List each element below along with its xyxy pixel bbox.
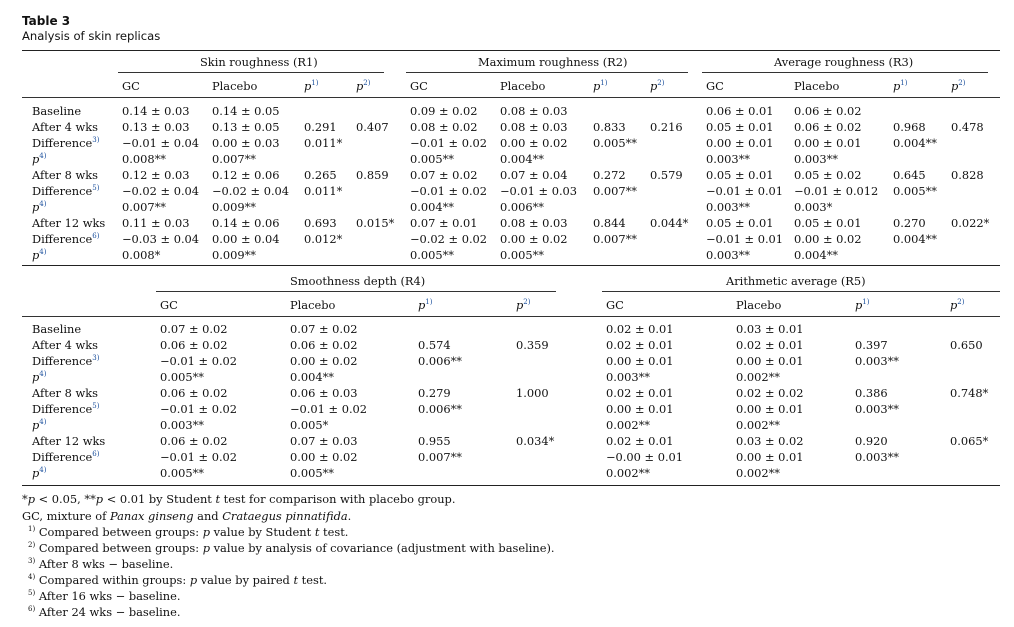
- table-cell: 0.07 ± 0.01: [410, 216, 478, 230]
- table-cell: 0.006**: [418, 402, 462, 416]
- table-cell: 0.08 ± 0.03: [500, 120, 568, 134]
- table-cell: 0.003**: [855, 354, 899, 368]
- table-cell: 0.748*: [950, 386, 989, 400]
- table-cell: 0.05 ± 0.01: [706, 168, 774, 182]
- table-cell: 0.05 ± 0.01: [794, 216, 862, 230]
- table-cell: −0.01 ± 0.02: [160, 354, 238, 368]
- table-cell: 0.005**: [410, 248, 454, 262]
- table-cell: 0.003**: [706, 152, 750, 166]
- table-cell: 0.00 ± 0.01: [606, 402, 674, 416]
- table-cell: −0.01 ± 0.01: [706, 184, 784, 198]
- column-header-p1: $p^{1)}$: [855, 298, 870, 312]
- table-cell: 0.007**: [122, 200, 166, 214]
- table-cell: 0.009**: [212, 200, 256, 214]
- table-cell: 0.008*: [122, 248, 161, 262]
- table-cell: −0.01 ± 0.02: [160, 450, 238, 464]
- table-cell: 0.272: [593, 168, 626, 182]
- table-cell: 0.002**: [736, 418, 780, 432]
- table-cell: 0.645: [893, 168, 926, 182]
- table-cell: 0.003*: [794, 200, 833, 214]
- table-cell: 0.07 ± 0.04: [500, 168, 568, 182]
- row-label: After 12 wks: [32, 434, 106, 448]
- table-cell: 0.216: [650, 120, 683, 134]
- footnote-5: $^{5)}$ After 16 wks − baseline.: [28, 589, 181, 603]
- table-cell: 0.968: [893, 120, 926, 134]
- column-header-placebo: Placebo: [500, 79, 546, 93]
- table-cell: −0.01 ± 0.012: [794, 184, 879, 198]
- column-header-gc: GC: [122, 79, 140, 93]
- column-header-p1: $p^{1)}$: [418, 298, 433, 312]
- table-cell: −0.01 ± 0.02: [160, 402, 238, 416]
- table-cell: 0.02 ± 0.01: [606, 386, 674, 400]
- table-cell: 0.005**: [893, 184, 937, 198]
- table-cell: 0.003**: [855, 450, 899, 464]
- table-cell: 0.03 ± 0.01: [736, 322, 804, 336]
- table-cell: 0.02 ± 0.01: [606, 322, 674, 336]
- table-cell: 0.08 ± 0.03: [500, 104, 568, 118]
- table-cell: 0.002**: [736, 466, 780, 480]
- table-cell: −0.01 ± 0.01: [706, 232, 784, 246]
- table-cell: 0.007**: [418, 450, 462, 464]
- column-header-p2: $p^{2)}$: [650, 79, 665, 93]
- table-cell: 0.06 ± 0.03: [290, 386, 358, 400]
- row-label: Difference$^{5)}$: [32, 184, 100, 198]
- row-label: $p^{4)}$: [32, 248, 47, 262]
- row-label: $p^{4)}$: [32, 152, 47, 166]
- row-label: Difference$^{6)}$: [32, 232, 100, 246]
- group-r2-header: Maximum roughness (R2): [478, 55, 628, 69]
- row-label: Baseline: [32, 104, 82, 118]
- group-r4-header: Smoothness depth (R4): [290, 274, 426, 288]
- column-header-placebo: Placebo: [736, 298, 782, 312]
- table-cell: 0.044*: [650, 216, 689, 230]
- table-cell: −0.01 ± 0.04: [122, 136, 200, 150]
- table-cell: 0.007**: [593, 232, 637, 246]
- column-header-p1: $p^{1)}$: [593, 79, 608, 93]
- table-cell: −0.01 ± 0.02: [410, 184, 488, 198]
- row-label: Difference$^{3)}$: [32, 136, 100, 150]
- table-cell: 0.08 ± 0.03: [500, 216, 568, 230]
- row-label: Difference$^{5)}$: [32, 402, 100, 416]
- table-cell: 0.00 ± 0.01: [736, 354, 804, 368]
- table-cell: 0.06 ± 0.01: [706, 104, 774, 118]
- table-cell: 0.07 ± 0.02: [160, 322, 228, 336]
- row-label: Difference$^{6)}$: [32, 450, 100, 464]
- column-header-p1: $p^{1)}$: [304, 79, 319, 93]
- table-cell: 0.065*: [950, 434, 989, 448]
- footnote-2: $^{2)}$ Compared between groups: p value by analysis of covariance (adjustment with baseline).: [28, 541, 555, 555]
- row-label: After 8 wks: [32, 168, 98, 182]
- table-cell: 0.007**: [593, 184, 637, 198]
- table-cell: 0.009**: [212, 248, 256, 262]
- table-cell: 0.003**: [855, 402, 899, 416]
- table-cell: −0.01 ± 0.03: [500, 184, 578, 198]
- table-cell: 0.05 ± 0.01: [706, 216, 774, 230]
- table-cell: 0.005**: [410, 152, 454, 166]
- table-cell: 0.574: [418, 338, 451, 352]
- table-cell: 0.828: [951, 168, 984, 182]
- table-cell: −0.00 ± 0.01: [606, 450, 684, 464]
- table-cell: 0.06 ± 0.02: [794, 120, 862, 134]
- group-r1-header: Skin roughness (R1): [200, 55, 318, 69]
- table-cell: 0.011*: [304, 136, 343, 150]
- table-cell: 0.00 ± 0.03: [212, 136, 280, 150]
- table-cell: 1.000: [516, 386, 549, 400]
- table-cell: 0.005**: [160, 370, 204, 384]
- table-cell: 0.05 ± 0.02: [794, 168, 862, 182]
- table-cell: 0.920: [855, 434, 888, 448]
- table-cell: 0.693: [304, 216, 337, 230]
- table-cell: 0.265: [304, 168, 337, 182]
- table-cell: 0.291: [304, 120, 337, 134]
- table-cell: 0.833: [593, 120, 626, 134]
- table-cell: 0.011*: [304, 184, 343, 198]
- table-cell: 0.14 ± 0.05: [212, 104, 280, 118]
- table-cell: 0.02 ± 0.01: [606, 338, 674, 352]
- column-header-placebo: Placebo: [212, 79, 258, 93]
- table-cell: −0.02 ± 0.04: [212, 184, 290, 198]
- table-cell: 0.00 ± 0.02: [290, 354, 358, 368]
- table-cell: 0.07 ± 0.02: [290, 322, 358, 336]
- column-header-placebo: Placebo: [794, 79, 840, 93]
- table2-bottom-rule: [22, 485, 1000, 486]
- table-cell: 0.06 ± 0.02: [160, 386, 228, 400]
- table-cell: 0.004**: [410, 200, 454, 214]
- table-cell: 0.14 ± 0.06: [212, 216, 280, 230]
- footnote-6: $^{6)}$ After 24 wks − baseline.: [28, 605, 181, 619]
- column-header-gc: GC: [606, 298, 624, 312]
- table-cell: 0.02 ± 0.02: [736, 386, 804, 400]
- table-cell: 0.06 ± 0.02: [160, 338, 228, 352]
- table-cell: 0.00 ± 0.01: [736, 402, 804, 416]
- table-cell: 0.02 ± 0.01: [736, 338, 804, 352]
- table-cell: −0.02 ± 0.04: [122, 184, 200, 198]
- table-cell: 0.579: [650, 168, 683, 182]
- table-cell: 0.007**: [212, 152, 256, 166]
- table-cell: 0.006**: [418, 354, 462, 368]
- table-cell: 0.003**: [794, 152, 838, 166]
- table-cell: 0.14 ± 0.03: [122, 104, 190, 118]
- table-cell: −0.03 ± 0.04: [122, 232, 200, 246]
- footnote-4: $^{4)}$ Compared within groups: p value by paired t test.: [28, 573, 328, 587]
- table-cell: 0.359: [516, 338, 549, 352]
- table-cell: 0.05 ± 0.01: [706, 120, 774, 134]
- column-header-p2: $p^{2)}$: [356, 79, 371, 93]
- table-cell: 0.12 ± 0.06: [212, 168, 280, 182]
- table-cell: 0.955: [418, 434, 451, 448]
- row-label: Baseline: [32, 322, 82, 336]
- table-cell: 0.005**: [160, 466, 204, 480]
- group-r5-underline: [602, 291, 1000, 292]
- group-r1-underline: [118, 72, 384, 73]
- table-cell: −0.01 ± 0.02: [290, 402, 368, 416]
- table-cell: 0.015*: [356, 216, 395, 230]
- table-cell: 0.004**: [290, 370, 334, 384]
- table-cell: 0.407: [356, 120, 389, 134]
- group-r2-underline: [406, 72, 688, 73]
- table-cell: 0.650: [950, 338, 983, 352]
- column-header-placebo: Placebo: [290, 298, 336, 312]
- row-label: After 12 wks: [32, 216, 106, 230]
- row-label: Difference$^{3)}$: [32, 354, 100, 368]
- table-cell: 0.003**: [160, 418, 204, 432]
- table-cell: 0.002**: [606, 418, 650, 432]
- table-cell: 0.002**: [606, 466, 650, 480]
- table1-header-rule: [22, 97, 1000, 98]
- column-header-gc: GC: [410, 79, 428, 93]
- table2-header-rule: [22, 316, 1000, 317]
- table-cell: 0.003**: [706, 248, 750, 262]
- table-cell: 0.02 ± 0.01: [606, 434, 674, 448]
- table-cell: 0.06 ± 0.02: [290, 338, 358, 352]
- table-cell: 0.005**: [290, 466, 334, 480]
- group-r5-header: Arithmetic average (R5): [726, 274, 866, 288]
- table-cell: 0.00 ± 0.01: [706, 136, 774, 150]
- group-r3-underline: [702, 72, 988, 73]
- table-cell: 0.00 ± 0.02: [500, 136, 568, 150]
- footnote-significance: *p < 0.05, **p < 0.01 by Student t test for comparison with placebo group.: [22, 492, 456, 506]
- table-title: Table 3: [22, 14, 71, 28]
- column-header-p2: $p^{2)}$: [951, 79, 966, 93]
- table-cell: 0.012*: [304, 232, 343, 246]
- table-cell: 0.13 ± 0.03: [122, 120, 190, 134]
- table-cell: 0.00 ± 0.01: [794, 136, 862, 150]
- table-cell: 0.004**: [794, 248, 838, 262]
- footnote-gc: GC, mixture of Panax ginseng and Crataegus pinnatifida.: [22, 509, 352, 523]
- table-cell: 0.07 ± 0.02: [410, 168, 478, 182]
- table-cell: 0.002**: [736, 370, 780, 384]
- table-cell: 0.008**: [122, 152, 166, 166]
- column-header-p2: $p^{2)}$: [950, 298, 965, 312]
- row-label: After 8 wks: [32, 386, 98, 400]
- table-cell: 0.00 ± 0.02: [794, 232, 862, 246]
- table-cell: 0.003**: [606, 370, 650, 384]
- table-cell: 0.00 ± 0.01: [736, 450, 804, 464]
- table-cell: 0.004**: [893, 232, 937, 246]
- table1-bottom-rule: [22, 265, 1000, 266]
- table-cell: 0.478: [951, 120, 984, 134]
- table-cell: 0.004**: [893, 136, 937, 150]
- table-cell: 0.022*: [951, 216, 990, 230]
- table-cell: 0.13 ± 0.05: [212, 120, 280, 134]
- table-cell: 0.844: [593, 216, 626, 230]
- row-label: $p^{4)}$: [32, 200, 47, 214]
- table-cell: 0.004**: [500, 152, 544, 166]
- table-cell: 0.06 ± 0.02: [160, 434, 228, 448]
- table1-top-rule: [22, 50, 1000, 51]
- table-cell: 0.005**: [593, 136, 637, 150]
- column-header-p1: $p^{1)}$: [893, 79, 908, 93]
- table-cell: 0.003**: [706, 200, 750, 214]
- table-cell: 0.397: [855, 338, 888, 352]
- table-cell: 0.06 ± 0.02: [794, 104, 862, 118]
- row-label: $p^{4)}$: [32, 370, 47, 384]
- table-cell: 0.12 ± 0.03: [122, 168, 190, 182]
- footnote-3: $^{3)}$ After 8 wks − baseline.: [28, 557, 174, 571]
- table-cell: 0.386: [855, 386, 888, 400]
- table-cell: 0.07 ± 0.03: [290, 434, 358, 448]
- table-cell: 0.09 ± 0.02: [410, 104, 478, 118]
- row-label: $p^{4)}$: [32, 418, 47, 432]
- group-r4-underline: [156, 291, 556, 292]
- column-header-gc: GC: [706, 79, 724, 93]
- group-r3-header: Average roughness (R3): [774, 55, 914, 69]
- footnote-1: $^{1)}$ Compared between groups: p value by Student t test.: [28, 525, 349, 539]
- table-cell: −0.02 ± 0.02: [410, 232, 488, 246]
- row-label: After 4 wks: [32, 120, 98, 134]
- table-cell: 0.08 ± 0.02: [410, 120, 478, 134]
- table-cell: 0.279: [418, 386, 451, 400]
- table-cell: 0.11 ± 0.03: [122, 216, 190, 230]
- column-header-p2: $p^{2)}$: [516, 298, 531, 312]
- table-cell: 0.859: [356, 168, 389, 182]
- table-cell: 0.03 ± 0.02: [736, 434, 804, 448]
- table-subtitle: Analysis of skin replicas: [22, 29, 161, 43]
- table-cell: 0.005**: [500, 248, 544, 262]
- row-label: $p^{4)}$: [32, 466, 47, 480]
- row-label: After 4 wks: [32, 338, 98, 352]
- table-cell: −0.01 ± 0.02: [410, 136, 488, 150]
- table-cell: 0.005*: [290, 418, 329, 432]
- table-cell: 0.00 ± 0.04: [212, 232, 280, 246]
- table-cell: 0.006**: [500, 200, 544, 214]
- table-cell: 0.00 ± 0.02: [290, 450, 358, 464]
- column-header-gc: GC: [160, 298, 178, 312]
- table-cell: 0.00 ± 0.01: [606, 354, 674, 368]
- table-cell: 0.270: [893, 216, 926, 230]
- table-cell: 0.034*: [516, 434, 555, 448]
- table-cell: 0.00 ± 0.02: [500, 232, 568, 246]
